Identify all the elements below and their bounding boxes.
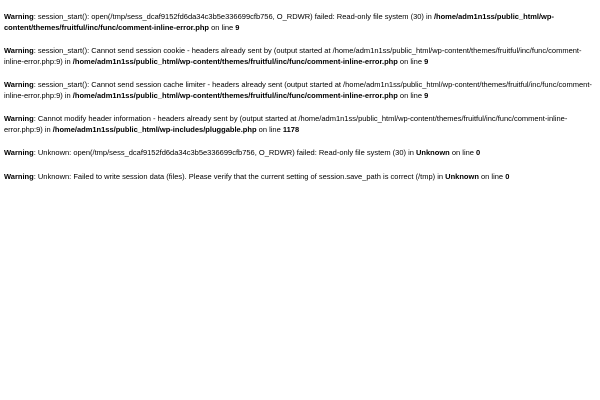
warning-file: Unknown [416, 148, 450, 157]
warning-file: /home/adm1n1ss/public_html/wp-content/themes/fruitful/inc/func/comment-inline-error.php [72, 56, 398, 66]
php-warning-5 [4, 148, 594, 159]
php-warning-6 [4, 172, 594, 183]
warning-file: /home/adm1n1ss/public_html/wp-content/themes/fruitful/inc/func/comment-inline-error.php [4, 12, 554, 32]
warning-label: Warning [4, 148, 34, 157]
warning-file: Unknown [445, 171, 479, 181]
warning-file: /home/adm1n1ss/public_html/wp-content/themes/fruitful/inc/func/comment-inline-error.php [72, 90, 398, 100]
warning-on-line: on line [449, 148, 477, 157]
php-warning-1 [4, 12, 594, 33]
warning-on-line: on line [397, 56, 425, 66]
warning-line-number: 0 [476, 148, 481, 157]
php-warning-4 [4, 114, 589, 135]
warning-message: : Cannot modify header information - headers already sent by (output started at /home/adm1n1ss/public_html/wp-content/themes/fruitful/inc/func/comment-inline-error.php:9) in [4, 114, 568, 134]
php-warning-2 [4, 46, 596, 67]
warning-line-number: 0 [505, 171, 510, 181]
warning-label: Warning [4, 171, 34, 181]
php-warning-3 [4, 80, 596, 101]
warning-label: Warning [4, 80, 34, 89]
warning-label: Warning [4, 46, 34, 55]
warning-line-number: 9 [235, 22, 240, 32]
warning-message: : session_start(): Cannot send session cookie - headers already sent by (output started at /home/adm1n1ss/public_html/wp-content/themes/fruitful/inc/func/comment-inline-error.php:9) in [4, 46, 582, 66]
warning-line-number: 9 [424, 90, 429, 100]
warning-line-number: 1178 [282, 124, 300, 134]
warning-message: : session_start(): open(/tmp/sess_dcaf9152fd6da34c3b5e336699cfb756, O_RDWR) failed: Read-only file system (30) in [33, 12, 434, 21]
warning-on-line: on line [397, 90, 425, 100]
warning-on-line: on line [478, 171, 506, 181]
warning-file: /home/adm1n1ss/public_html/wp-includes/pluggable.php [52, 124, 257, 134]
warning-label: Warning [4, 12, 34, 21]
warning-on-line: on line [256, 124, 283, 134]
warning-line-number: 9 [424, 56, 429, 66]
warning-message: : Unknown: Failed to write session data (files). Please verify that the current setting of session.save_path is correct (/tmp) in [33, 171, 446, 181]
warning-message: : Unknown: open(/tmp/sess_dcaf9152fd6da34c3b5e336699cfb756, O_RDWR) failed: Read-only file system (30) in [33, 148, 417, 157]
warning-message: : session_start(): Cannot send session cache limiter - headers already sent (output started at /home/adm1n1ss/public_html/wp-content/themes/fruitful/inc/func/comment-inline-error.php:9) in [4, 80, 592, 100]
warning-on-line: on line [209, 22, 236, 32]
warning-label: Warning [4, 114, 34, 123]
